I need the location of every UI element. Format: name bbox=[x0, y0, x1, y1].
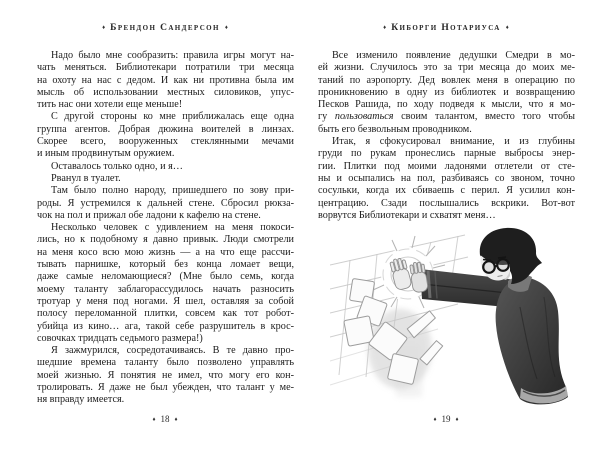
ornament-icon: ♦ bbox=[433, 416, 437, 423]
text-line: Все изменило появление дедушки Смедри в мо- bbox=[332, 50, 575, 61]
text-line: даже самые неломающиеся? (Мне было семь, когда bbox=[37, 271, 294, 283]
page-number-value: 18 bbox=[160, 414, 170, 424]
ornament-icon: ♦ bbox=[455, 416, 459, 423]
text-line: таний по аэропорту. Дед вовлек меня в операцию по bbox=[318, 74, 575, 86]
text-line: чать меняться. Библиотекари потратили три месяца bbox=[37, 62, 294, 74]
text-line: ня вправду имеется. bbox=[37, 394, 125, 406]
text-line: Несколько человек с удивлением на меня покоси- bbox=[51, 222, 294, 234]
ornament-icon: ♦ bbox=[383, 24, 387, 31]
text-line: ворвутся Библиотекари и схватят меня… bbox=[318, 209, 496, 221]
text-line: полосу переломанной плитки, совсем как тот робот- bbox=[37, 308, 294, 320]
text-line: груди по рукам пронеслись парные выбросы энер- bbox=[318, 148, 575, 160]
text-line: Песков Рашида, по ходу подведя к мысли, что я мо- bbox=[318, 99, 575, 111]
text-line: тывать парнишке, который без конца ломает вещи, bbox=[37, 259, 294, 271]
text-line: тить нас они хотели еще меньше! bbox=[37, 99, 183, 111]
text-line: моему таланту заблагорассудилось начать разносить bbox=[37, 283, 294, 295]
text-line: тротуар у меня под ногами. Я шел, оставляя за собой bbox=[37, 295, 294, 307]
page-number-right bbox=[318, 414, 574, 424]
ornament-icon: ♦ bbox=[505, 24, 509, 31]
text-line: ны и осыпались на пол, разбиваясь со звоном, точно bbox=[318, 172, 575, 184]
text-line: группа агентов. Добрая дюжина воителей в линзах. bbox=[37, 123, 294, 135]
illustration-boy-pushing-tiled-wall bbox=[330, 227, 570, 413]
text-line: чок на пол и прижал обе ладони к кафелю на стене. bbox=[37, 209, 261, 221]
text-line: центрацию. Сзади послышались вскрики. Вот-вот bbox=[318, 197, 575, 209]
text-line: шедшие времена таланту было позволено управлять bbox=[37, 357, 294, 369]
page-number-value: 19 bbox=[441, 414, 451, 424]
text-line: Рванул в туалет. bbox=[51, 172, 121, 184]
text-line: лись, но к подобному я давно привык. Люди смотрели bbox=[37, 234, 294, 246]
text-line: гу пользоваться своим талантом, вместо того чтобы bbox=[318, 111, 575, 123]
ornament-icon: ♦ bbox=[224, 24, 228, 31]
text-column-right bbox=[318, 50, 575, 222]
text-line: мысль об использовании местных силовиков, упус- bbox=[37, 86, 294, 98]
text-line: гии. Плитки под моими ладонями отлетели от сте- bbox=[318, 160, 575, 172]
ornament-icon: ♦ bbox=[152, 416, 156, 423]
text-line: убийца из кино… ага, такой себе разрушитель в крос- bbox=[37, 320, 294, 332]
ornament-icon: ♦ bbox=[102, 24, 106, 31]
text-line: и иным продвинутым оружием. bbox=[37, 148, 175, 160]
ornament-icon: ♦ bbox=[174, 416, 178, 423]
text-line: тролировать. Я даже не был убежден, что талант у ме- bbox=[37, 382, 294, 394]
text-line: на меня косо всю мою жизнь — а на что еще рассчи- bbox=[37, 246, 294, 258]
text-line: проникновению в одну из библиотек и возвращению bbox=[318, 86, 575, 98]
text-column-left bbox=[37, 50, 294, 407]
text-line: ей жизни. Случилось это за три месяца до моих ме- bbox=[318, 62, 575, 74]
text-line: быть его безвольным проводником. bbox=[318, 123, 472, 135]
page-number-left bbox=[37, 414, 293, 424]
jacket bbox=[496, 277, 568, 405]
chapter-title: Киборги Нотариуса bbox=[391, 23, 501, 33]
running-head-right bbox=[318, 23, 574, 33]
text-line: Там было полно народу, пришедшего по зову при- bbox=[51, 185, 294, 197]
text-line: Итак, я сфокусировал внимание, и из глубины bbox=[332, 136, 575, 148]
text-line: роды. Я устремился к дальней стене. Сбросил рюкза- bbox=[37, 197, 294, 209]
text-line: Оставалось только одно, и я… bbox=[51, 160, 183, 172]
text-line: на охоту на нас с дедом. И как ни противна была им bbox=[37, 74, 294, 86]
text-line: моей жизнью. Я понятия не имел, что могу его кон- bbox=[37, 369, 294, 381]
text-line: С другой стороны ко мне приближалась еще одна bbox=[51, 111, 294, 123]
author-name: Брендон Сандерсон bbox=[110, 23, 220, 33]
text-line: совочках тридцать седьмого размера!) bbox=[37, 332, 203, 344]
running-head-left bbox=[37, 23, 293, 33]
text-line: Надо было мне сообразить: правила игры могут на- bbox=[51, 50, 294, 61]
text-line: Я зажмурился, сосредотачиваясь. В те давно про- bbox=[51, 345, 294, 357]
text-line: Скорее всего, вооруженных стеклянными мечами bbox=[37, 136, 294, 148]
text-line: сосульки, когда их сбиваешь с перил. Я усилил кон- bbox=[318, 185, 575, 197]
head bbox=[480, 228, 542, 284]
